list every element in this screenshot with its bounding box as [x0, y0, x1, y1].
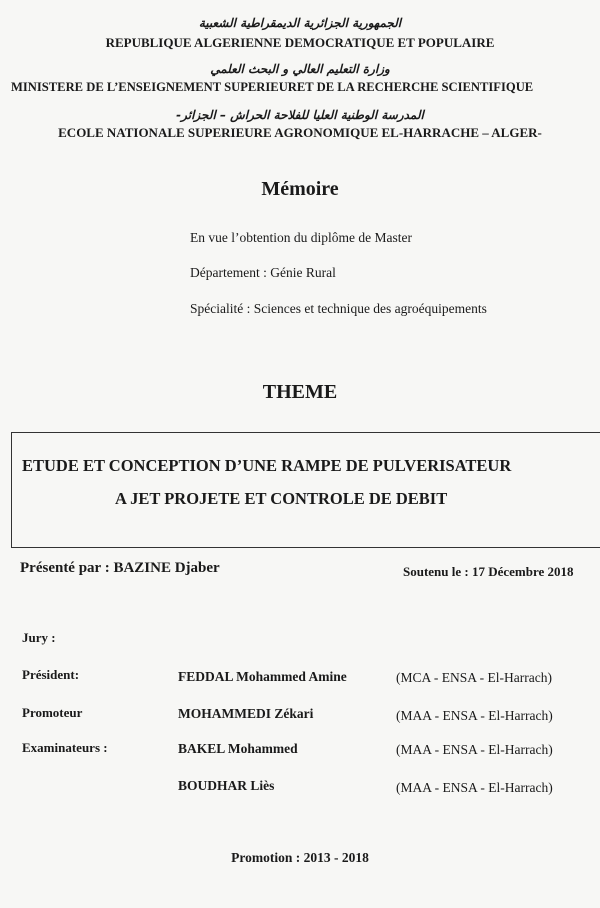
- memoire-specialty: Spécialité : Sciences et technique des agroéquipements: [190, 301, 487, 316]
- jury-name: BOUDHAR Liès: [178, 778, 275, 793]
- memoire-department: Département : Génie Rural: [190, 265, 336, 280]
- jury-role: Promoteur: [22, 705, 83, 720]
- memoire-objective: En vue l’obtention du diplôme de Master: [190, 230, 412, 245]
- jury-role: Examinateurs :: [22, 740, 108, 755]
- jury-heading: Jury :: [22, 630, 56, 645]
- country-arabic: الجمهورية الجزائرية الديمقراطية الشعبية: [198, 16, 402, 30]
- jury-affiliation: (MAA - ENSA - El-Harrach): [396, 742, 553, 757]
- ministry-arabic: وزارة التعليم العالي و البحث العلمي: [210, 62, 390, 76]
- memoire-title: Mémoire: [261, 178, 339, 200]
- jury-role: Président:: [22, 667, 80, 682]
- jury-affiliation: (MAA - ENSA - El-Harrach): [396, 780, 553, 795]
- school-french: ECOLE NATIONALE SUPERIEURE AGRONOMIQUE EL-HARRACHE – ALGER-: [58, 125, 542, 140]
- jury-name: BAKEL Mohammed: [178, 741, 298, 756]
- country-french: REPUBLIQUE ALGERIENNE DEMOCRATIQUE ET POPULAIRE: [105, 35, 495, 50]
- jury-name: MOHAMMEDI Zékari: [178, 706, 314, 721]
- jury-affiliation: (MCA - ENSA - El-Harrach): [396, 670, 552, 685]
- promotion: Promotion : 2013 - 2018: [231, 850, 369, 865]
- presented-by: Présenté par : BAZINE Djaber: [20, 560, 220, 576]
- jury-name: FEDDAL Mohammed Amine: [178, 669, 347, 684]
- ministry-french: MINISTERE DE L’ENSEIGNEMENT SUPERIEURET DE LA RECHERCHE SCIENTIFIQUE: [11, 80, 534, 94]
- defense-date: Soutenu le : 17 Décembre 2018: [403, 564, 574, 579]
- school-arabic: المدرسة الوطنية العليا للفلاحة الحراش – الجزائر-: [176, 108, 424, 122]
- theme-title-line2: A JET PROJETE ET CONTROLE DE DEBIT: [115, 489, 448, 508]
- theme-heading: THEME: [262, 381, 338, 403]
- theme-title-line1: ETUDE ET CONCEPTION D’UNE RAMPE DE PULVERISATEUR: [22, 456, 512, 475]
- jury-affiliation: (MAA - ENSA - El-Harrach): [396, 708, 553, 723]
